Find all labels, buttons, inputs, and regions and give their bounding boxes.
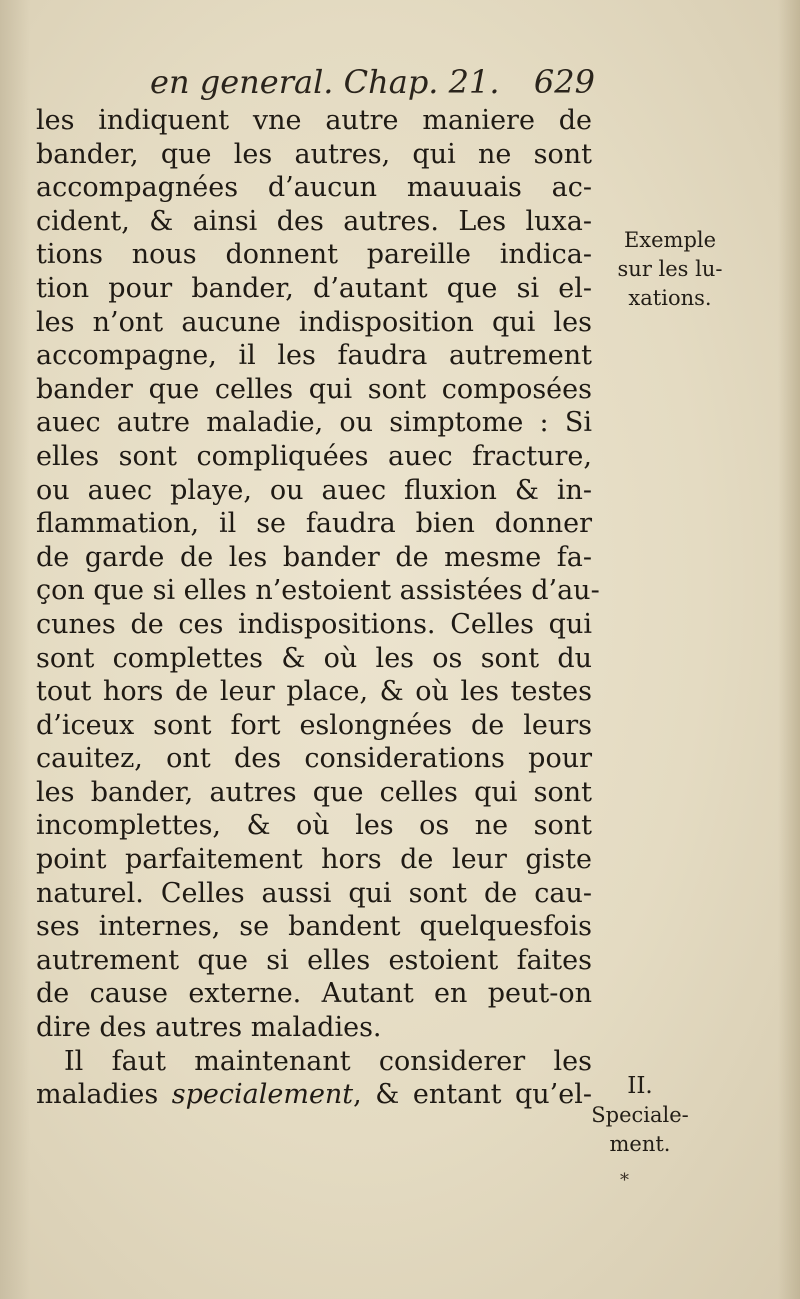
running-head	[150, 62, 595, 102]
text-line: autrement que si elles estoient faites	[36, 944, 592, 976]
text-line: tout hors de leur place, & où les testes	[36, 676, 592, 708]
text-line: bander, que les autres, qui ne sont	[36, 138, 592, 170]
italic-term: specialement	[171, 1079, 354, 1111]
text-line: de garde de les bander de mesme fa-	[36, 541, 592, 573]
page-edge-shadow-right	[778, 0, 800, 1299]
margin-note-line: Speciale-	[591, 1103, 689, 1127]
text-line: accompagne, il les faudra autrement	[36, 340, 592, 372]
margin-note-line: xations.	[628, 286, 712, 310]
text-line: ses internes, se bandent quelquesfois	[36, 911, 592, 943]
margin-note-line: Exemple	[623, 228, 717, 252]
running-head-title: en general. Chap. 21.	[150, 63, 500, 101]
margin-note-numeral: II.	[627, 1073, 653, 1099]
text-line: dire des autres maladies.	[36, 1012, 382, 1044]
text-line: çon que si elles n’estoient assistées d’au-	[36, 575, 600, 607]
text-line: de cause externe. Autant en peut-on	[36, 978, 592, 1010]
text-line: tions nous donnent pareille indica-	[36, 239, 592, 271]
margin-note-exemple	[600, 226, 740, 313]
text-line: naturel. Celles aussi qui sont de cau-	[36, 877, 592, 909]
text-line: cunes de ces indispositions. Celles qui	[36, 608, 592, 640]
body-text	[36, 104, 600, 1112]
text-line: bander que celles qui sont composées	[36, 373, 592, 405]
text-line: cauitez, ont des considerations pour	[36, 743, 592, 775]
text-line: les indiquent vne autre maniere de	[36, 105, 592, 136]
margin-note-speciale	[590, 1072, 690, 1159]
paragraph-first-line: Il faut maintenant considerer les	[64, 1045, 592, 1077]
text-line: auec autre maladie, ou simptome : Si	[36, 407, 592, 439]
text-line: ou auec playe, ou auec fluxion & in-	[36, 474, 592, 506]
text-line: elles sont compliquées auec fracture,	[36, 440, 592, 472]
printer-mark: *	[620, 1170, 629, 1191]
text-run: , & entant qu’el-	[353, 1079, 592, 1111]
text-line: les bander, autres que celles qui sont	[36, 776, 592, 808]
text-line: point parfaitement hors de leur giste	[36, 844, 592, 876]
text-line: sont complettes & où les os sont du	[36, 642, 592, 674]
text-line: incomplettes, & où les os ne sont	[36, 810, 592, 842]
text-line: d’iceux sont fort eslongnées de leurs	[36, 709, 592, 741]
page-number: 629	[533, 63, 595, 101]
text-line: accompagnées d’aucun mauuais ac-	[36, 172, 592, 204]
text-run: maladies	[36, 1079, 172, 1111]
margin-note-line: ment.	[609, 1132, 671, 1156]
text-line: les n’ont aucune indisposition qui les	[36, 306, 592, 338]
text-line-final	[36, 1078, 592, 1112]
text-line: cident, & ainsi des autres. Les luxa-	[36, 205, 592, 237]
text-line: flammation, il se faudra bien donner	[36, 508, 592, 540]
margin-note-line: sur les lu-	[617, 257, 723, 281]
page-edge-shadow-left	[0, 0, 30, 1299]
text-line: tion pour bander, d’autant que si el-	[36, 272, 592, 304]
